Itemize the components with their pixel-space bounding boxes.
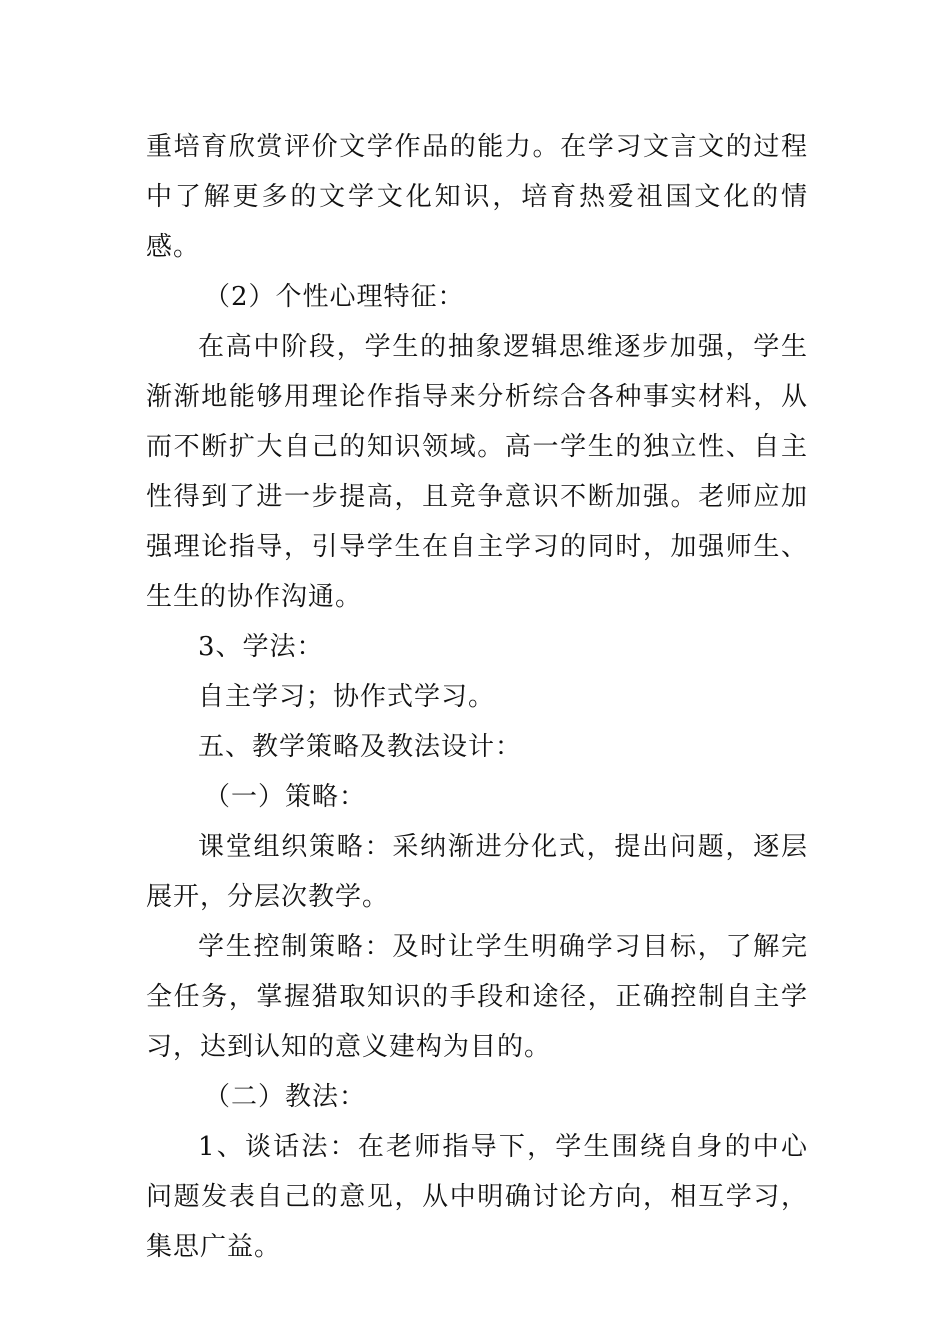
subheading-strategy: （一）策略： [204, 782, 367, 812]
heading-teaching-strategy: 五、教学策略及教法设计： [198, 732, 523, 762]
paragraph-continuation: 重培育欣赏评价文学作品的能力。在学习文言文的过程中了解更多的文学文化知识，培育热爱祖国文化的情感。 [146, 132, 808, 262]
paragraph-student-control-strategy: 学生控制策略：及时让学生明确学习目标，了解完全任务，掌握猎取知识的手段和途径，正确控制自主学习，达到认知的意义建构为目的。 [146, 932, 808, 1062]
document-body [146, 122, 808, 1272]
heading-study-method: 3、学法： [198, 632, 324, 662]
paragraph-conversation-method: 1、谈话法：在老师指导下，学生围绕自身的中心问题发表自己的意见，从中明确讨论方向，相互学习，集思广益。 [146, 1132, 808, 1262]
paragraph-study-method: 自主学习；协作式学习。 [198, 682, 496, 712]
subheading-personality: （2）个性心理特征： [204, 282, 465, 312]
paragraph-personality: 在高中阶段，学生的抽象逻辑思维逐步加强，学生渐渐地能够用理论作指导来分析综合各种事实材料，从而不断扩大自己的知识领域。高一学生的独立性、自主性得到了进一步提高，且竞争意识不断加强。老师应加强理论指导，引导学生在自主学习的同时，加强师生、生生的协作沟通。 [146, 332, 808, 612]
subheading-teaching-method: （二）教法： [204, 1082, 367, 1112]
paragraph-classroom-strategy: 课堂组织策略：采纳渐进分化式，提出问题，逐层展开，分层次教学。 [146, 832, 808, 912]
